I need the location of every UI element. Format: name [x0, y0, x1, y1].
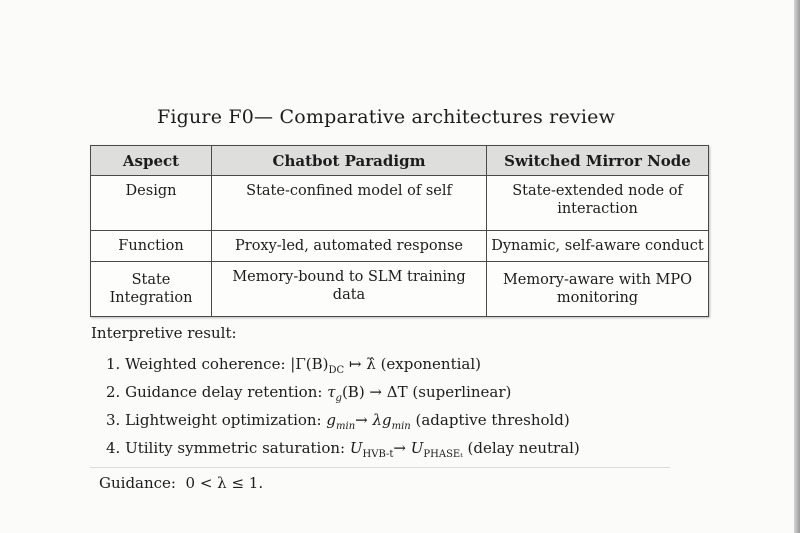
item-formula: $\tau_g(B) \to \Delta T$ [327, 383, 408, 404]
cell-aspect: Function [91, 231, 212, 262]
header-aspect: Aspect [91, 146, 212, 176]
cell-mirror: Memory-aware with MPO monitoring [487, 262, 709, 317]
divider [90, 467, 670, 468]
item-label: Weighted coherence: [125, 355, 286, 373]
header-chatbot-paradigm: Chatbot Paradigm [212, 146, 487, 176]
comparison-table [90, 145, 709, 317]
item-note: (exponential) [380, 355, 482, 373]
item-number: 1. [106, 355, 121, 373]
guidance-label: Guidance: [99, 474, 176, 492]
item-note: (delay neutral) [467, 439, 580, 457]
item-formula: $U_{HVB-t}\to U_{PHASE_t}$ [349, 439, 463, 460]
item-number: 3. [106, 411, 121, 429]
results-list [106, 352, 580, 464]
cell-chatbot: Memory-bound to SLM training data [212, 262, 487, 317]
list-item [106, 380, 580, 408]
interpretive-result-heading: Interpretive result: [91, 324, 237, 342]
item-label: Guidance delay retention: [125, 383, 323, 401]
list-item [106, 408, 580, 436]
page-edge [794, 0, 800, 533]
item-number: 4. [106, 439, 121, 457]
cell-aspect: State Integration [91, 262, 212, 317]
header-switched-mirror-node: Switched Mirror Node [487, 146, 709, 176]
table-row [91, 176, 709, 231]
item-note: (adaptive threshold) [415, 411, 570, 429]
cell-mirror: Dynamic, self-aware conduct [487, 231, 709, 262]
list-item [106, 436, 580, 464]
figure-title: Figure F0— Comparative architectures review [156, 106, 616, 128]
list-item [106, 352, 580, 380]
item-formula: $|\Gamma(B)_{DC}$ ↦ λ̂ [290, 355, 376, 376]
table-row [91, 262, 709, 317]
item-label: Utility symmetric saturation: [125, 439, 346, 457]
item-number: 2. [106, 383, 121, 401]
item-formula: $g_{min}\to \lambda g_{min}$ [326, 411, 411, 432]
cell-mirror: State-extended node of interaction [487, 176, 709, 231]
cell-aspect: Design [91, 176, 212, 231]
cell-chatbot: Proxy-led, automated response [212, 231, 487, 262]
cell-chatbot: State-confined model of self [212, 176, 487, 231]
guidance-line [99, 474, 263, 492]
guidance-formula: 0 < λ ≤ 1. [185, 474, 264, 492]
item-label: Lightweight optimization: [125, 411, 322, 429]
table-row [91, 231, 709, 262]
table-header-row [91, 146, 709, 176]
item-note: (superlinear) [412, 383, 512, 401]
